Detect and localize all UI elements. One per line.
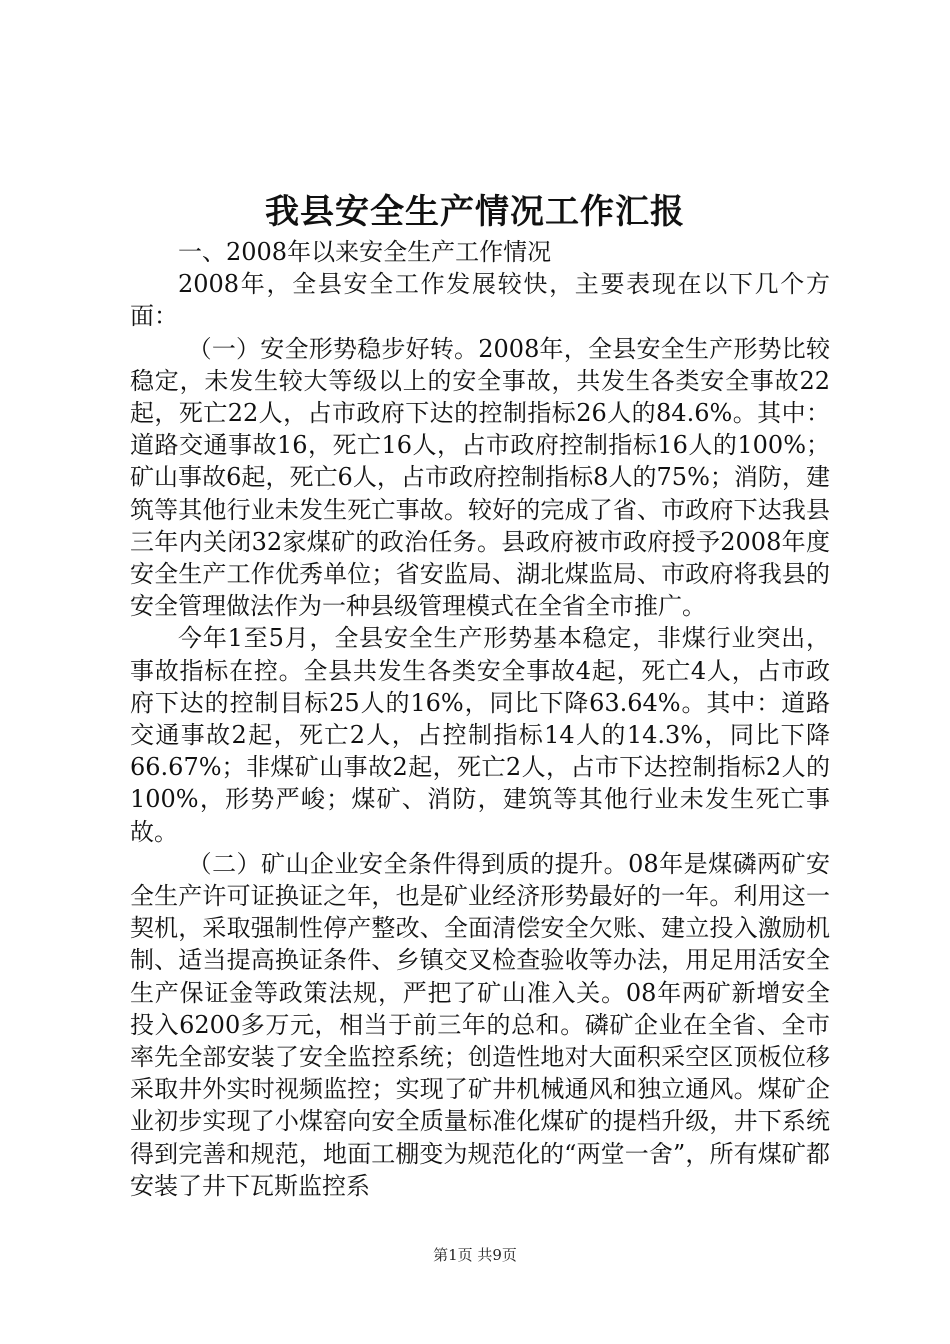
paragraph: （一）安全形势稳步好转。2008年，全县安全生产形势比较稳定，未发生较大等级以上的安全事故，共发生各类安全事故22起，死亡22人，占市政府下达的控制指标26人的84.6%。其中：道路交通事故16，死亡16人，占市政府控制指标16人的100%；矿山事故6起，死亡6人，占市政府控制指标8人的75%；消防，建筑等其他行业未发生死亡事故。较好的完成了省、市政府下达我县三年内关闭32家煤矿的政治任务。县政府被市政府授予2008年度安全生产工作优秀单位；省安监局、湖北煤监局、市政府将我县的安全管理做法作为一种县级管理模式在全省全市推广。 [130, 334, 830, 621]
paragraph: 2008年，全县安全工作发展较快，主要表现在以下几个方面： [130, 270, 830, 331]
document-body [130, 236, 830, 1202]
page-number-footer: 第1页 共9页 [433, 1246, 517, 1264]
document-title: 我县安全生产情况工作汇报 [265, 192, 685, 232]
section-heading: 一、2008年以来安全生产工作情况 [178, 238, 552, 266]
paragraph: 今年1至5月，全县安全生产形势基本稳定，非煤行业突出，事故指标在控。全县共发生各类安全事故4起，死亡4人，占市政府下达的控制目标25人的16%，同比下降63.64%。其中：道路交通事故2起，死亡2人，占控制指标14人的14.3%，同比下降66.67%；非煤矿山事故2起，死亡2人，占市下达控制指标2人的100%，形势严峻；煤矿、消防，建筑等其他行业未发生死亡事故。 [130, 624, 830, 846]
paragraph: （二）矿山企业安全条件得到质的提升。08年是煤磷两矿安全生产许可证换证之年，也是矿业经济形势最好的一年。利用这一契机，采取强制性停产整改、全面清偿安全欠账、建立投入激励机制、适当提高换证条件、乡镇交叉检查验收等办法，用足用活安全生产保证金等政策法规，严把了矿山准入关。08年两矿新增安全投入6200多万元，相当于前三年的总和。磷矿企业在全省、全市率先全部安装了安全监控系统；创造性地对大面积采空区顶板位移采取井外实时视频监控；实现了矿井机械通风和独立通风。煤矿企业初步实现了小煤窑向安全质量标准化煤矿的提档升级，井下系统得到完善和规范，地面工棚变为规范化的“两堂一舍”，所有煤矿都安装了井下瓦斯监控系 [130, 849, 830, 1200]
